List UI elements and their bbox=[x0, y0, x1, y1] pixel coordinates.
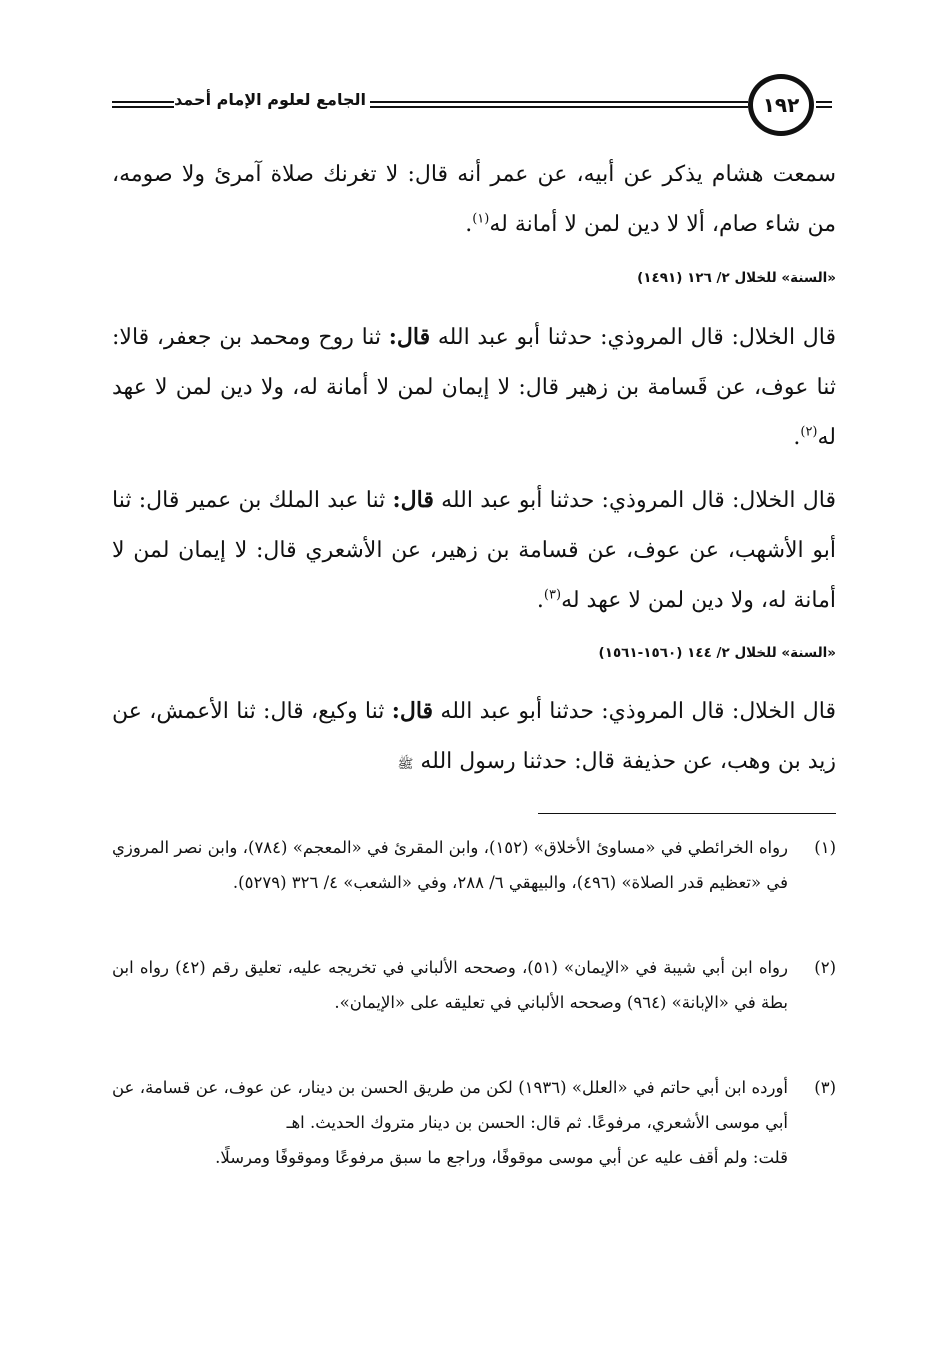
running-header bbox=[112, 76, 832, 136]
footnote-text: رواه الخرائطي في «مساوئ الأخلاق» (١٥٢)، وابن المقرئ في «المعجم» (٧٨٤)، وابن نصر المروزي في «تعظيم قدر الصلاة» (٤٩٦)، والبيهقي ٦/ ٢٨٨، وفي «الشعب» ٤/ ٣٢٦ (٥٢٧٩). bbox=[112, 838, 789, 892]
paragraph-2 bbox=[112, 312, 836, 463]
header-rule-left bbox=[112, 101, 174, 108]
paragraph-end: . bbox=[793, 425, 801, 450]
paragraph-text: ثنا عبد الملك بن عمير قال: ثنا أبو الأشهب، عن عوف، عن قسامة بن زهير، عن الأشعري قال: لا إيمان لمن لا أمانة له، ولا دين لمن لا عهد له bbox=[112, 488, 836, 613]
paragraph-text: ثنا روح ومحمد بن جعفر، قالا: ثنا عوف، عن قَسامة بن زهير قال: لا إيمان لمن لا أمانة له، ولا دين لمن لا عهد له bbox=[112, 325, 836, 450]
footnote-continuation: قلت: ولم أقف عليه عن أبي موسى موقوفًا، وراجع ما سبق مرفوعًا وموقوفًا ومرسلًا. bbox=[215, 1148, 788, 1167]
footnote-number: (١) bbox=[814, 838, 836, 857]
footnote-text: أورده ابن أبي حاتم في «العلل» (١٩٣٦) لكن من طريق الحسن بن دينار، عن عوف، عن قسامة، عن أبي موسى الأشعري، مرفوعًا. ثم قال: الحسن بن دينار متروك الحديث. اهـ bbox=[112, 1078, 789, 1132]
footnote-text: رواه ابن أبي شيبة في «الإيمان» (٥١)، وصححه الألباني في تخريجه عليه، تعليق رقم (٤٢) رواه ابن بطة في «الإبانة» (٩٦٤) وصححه الألباني في تعليقه على «الإيمان». bbox=[112, 958, 788, 1012]
paragraph-text: قال الخلال: قال المروذي: حدثنا أبو عبد الله bbox=[433, 488, 836, 513]
bold-qal: قال: bbox=[392, 487, 434, 513]
paragraph-text: ثنا وكيع، قال: ثنا الأعمش، عن زيد بن وهب، عن حذيفة قال: حدثنا رسول الله bbox=[112, 699, 836, 774]
paragraph-text: قال الخلال: قال المروذي: حدثنا أبو عبد الله bbox=[430, 325, 836, 350]
footnote-number: (٢) bbox=[814, 958, 836, 977]
footnote-1 bbox=[112, 830, 836, 900]
footnote-3 bbox=[112, 1070, 836, 1175]
bold-qal: قال: bbox=[391, 698, 434, 724]
salutation-glyph: ﷺ bbox=[397, 757, 414, 772]
paragraph-end: . bbox=[536, 588, 544, 613]
footnote-2 bbox=[112, 950, 836, 1020]
footnote-ref-1[interactable]: (١) bbox=[472, 211, 490, 227]
page-number-badge bbox=[748, 74, 814, 136]
paragraph-end: . bbox=[465, 212, 473, 237]
paragraph-4 bbox=[112, 686, 836, 790]
paragraph-3 bbox=[112, 475, 836, 626]
footnote-separator bbox=[538, 813, 836, 814]
footnote-number: (٣) bbox=[814, 1078, 836, 1097]
header-rule-middle bbox=[370, 101, 748, 108]
paragraph-text: قال الخلال: قال المروذي: حدثنا أبو عبد الله bbox=[433, 699, 837, 724]
bold-qal: قال: bbox=[388, 324, 431, 350]
paragraph-1 bbox=[112, 150, 836, 250]
paragraph-text: سمعت هشام يذكر عن أبيه، عن عمر أنه قال: لا تغرنك صلاة آمرئ ولا صومه، من شاء صام، ألا لا دين لمن لا أمانة له bbox=[112, 162, 836, 237]
source-citation-1: «السنة» للخلال ٢/ ١٢٦ (١٤٩١) bbox=[637, 270, 836, 286]
source-citation-2: «السنة» للخلال ٢/ ١٤٤ (١٥٦٠-١٥٦١) bbox=[598, 645, 836, 661]
page-number: ١٩٢ bbox=[762, 93, 800, 117]
header-rule-right bbox=[816, 101, 832, 108]
running-title: الجامع لعلوم الإمام أحمد bbox=[174, 90, 366, 109]
footnote-ref-3[interactable]: (٣) bbox=[543, 587, 562, 603]
footnote-ref-2[interactable]: (٢) bbox=[800, 424, 818, 440]
